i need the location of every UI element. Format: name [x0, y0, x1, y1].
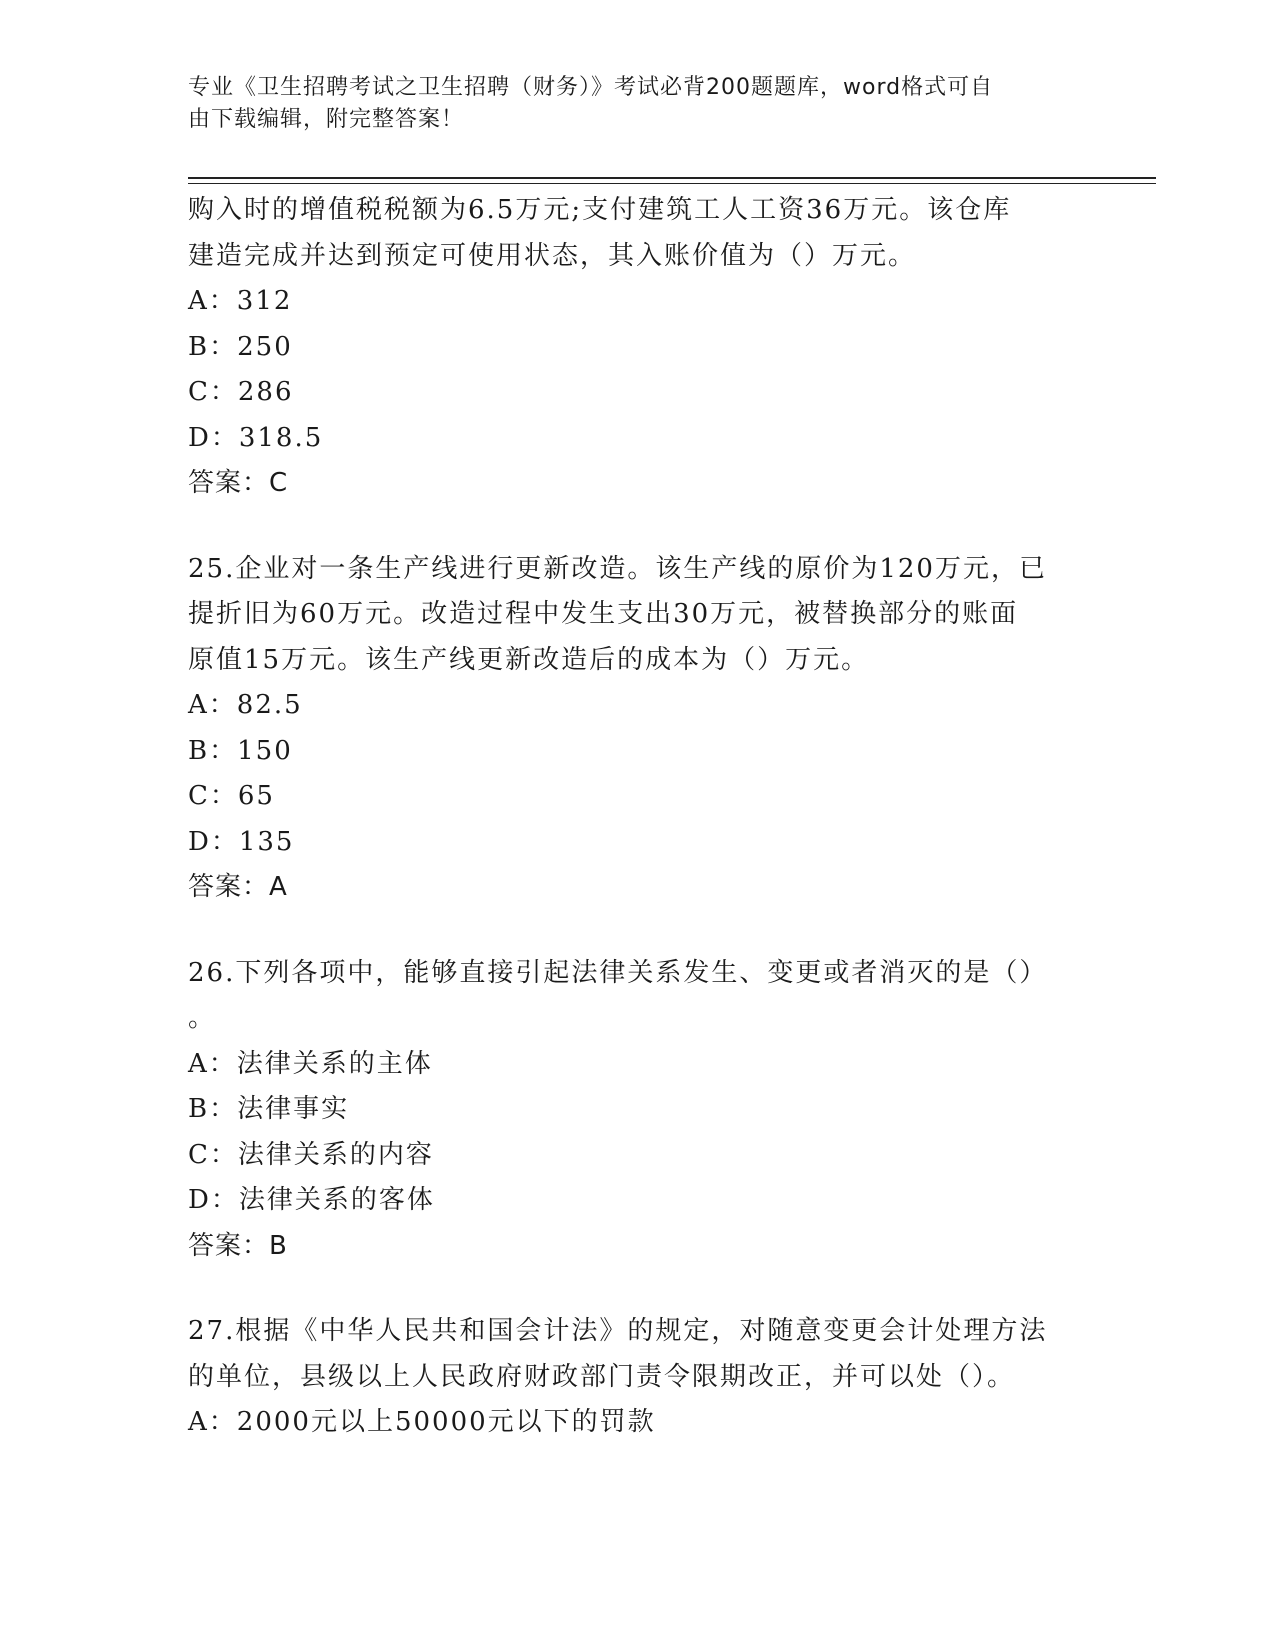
option-d: D：135 — [188, 826, 295, 857]
option-c: C：65 — [188, 781, 275, 811]
question-25 — [188, 547, 1088, 911]
question-24 — [188, 188, 1088, 507]
question-stem-line: 的单位，县级以上人民政府财政部门责令限期改正，并可以处（）。 — [188, 1361, 1016, 1392]
header-divider-thick — [188, 177, 1156, 179]
option-a: A：法律关系的主体 — [188, 1048, 433, 1079]
header-divider-thin — [188, 183, 1156, 184]
option-a: A：2000元以上50000元以下的罚款 — [188, 1407, 656, 1437]
answer-line: 答案：A — [188, 872, 288, 902]
question-stem-line: 25.企业对一条生产线进行更新改造。该生产线的原价为120万元，已 — [188, 553, 1047, 584]
question-stem-line: 原值15万元。该生产线更新改造后的成本为（）万元。 — [188, 644, 870, 675]
option-b: B：250 — [188, 331, 293, 362]
question-27 — [188, 1309, 1088, 1446]
option-b: B：150 — [188, 735, 293, 766]
header-line-2: 由下载编辑，附完整答案！ — [188, 107, 465, 132]
question-stem-line: 购入时的增值税税额为6.5万元;支付建筑工人工资36万元。该仓库 — [188, 195, 1012, 225]
option-d: D：法律关系的客体 — [188, 1185, 435, 1215]
question-stem-line: 提折旧为60万元。改造过程中发生支出30万元，被替换部分的账面 — [188, 599, 1019, 629]
question-stem-line: 建造完成并达到预定可使用状态，其入账价值为（）万元。 — [188, 240, 917, 271]
option-a: A：312 — [188, 286, 293, 316]
option-c: C：286 — [188, 377, 294, 407]
option-d: D：318.5 — [188, 422, 324, 453]
option-c: C：法律关系的内容 — [188, 1139, 434, 1170]
question-list — [188, 188, 1088, 1446]
question-stem-line: 27.根据《中华人民共和国会计法》的规定，对随意变更会计处理方法 — [188, 1316, 1048, 1346]
question-stem-line: 26.下列各项中，能够直接引起法律关系发生、变更或者消灭的是（） — [188, 957, 1048, 988]
question-stem-line: 。 — [188, 1003, 217, 1033]
option-b: B：法律事实 — [188, 1094, 350, 1124]
answer-line: 答案：C — [188, 468, 289, 498]
document-header — [188, 72, 1068, 136]
answer-line: 答案：B — [188, 1230, 288, 1261]
header-line-1: 专业《卫生招聘考试之卫生招聘（财务）》考试必背200题题库，word格式可自 — [188, 75, 994, 100]
question-26 — [188, 951, 1088, 1270]
option-a: A：82.5 — [188, 690, 303, 720]
